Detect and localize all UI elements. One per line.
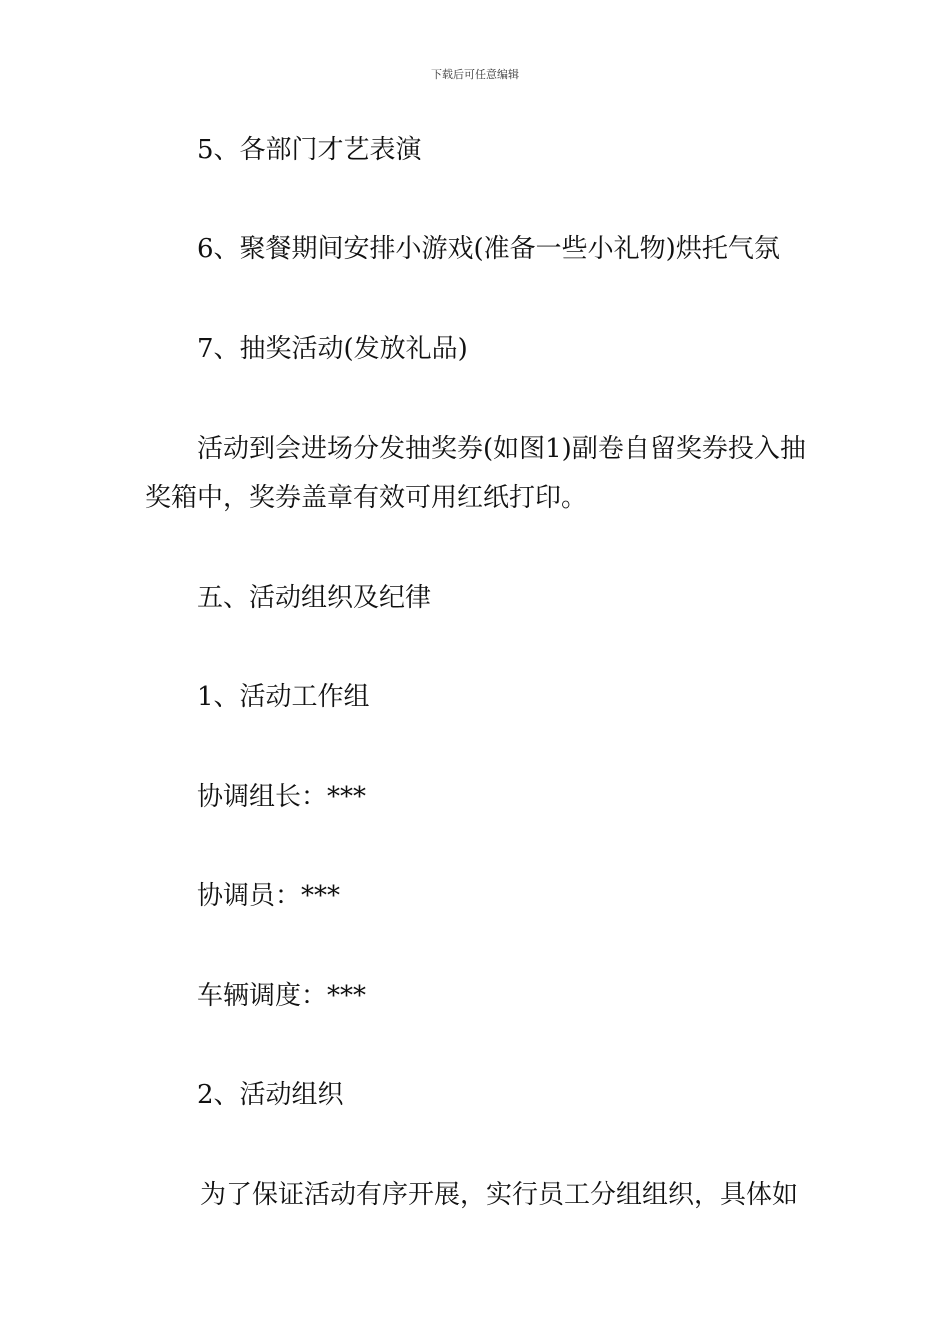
lottery-paragraph-line-1: 活动到会进场分发抽奖券(如图1)副卷自留奖券投入抽 bbox=[197, 434, 806, 464]
section-heading-5: 五、活动组织及纪律 bbox=[197, 583, 432, 613]
lottery-paragraph-line-2: 奖箱中，奖券盖章有效可用红纸打印。 bbox=[145, 483, 588, 513]
coordinator-leader-line: 协调组长：*** bbox=[197, 782, 367, 812]
list-item-5: 5、各部门才艺表演 bbox=[197, 135, 422, 165]
list-item-6: 6、聚餐期间安排小游戏(准备一些小礼物)烘托气氛 bbox=[197, 234, 780, 264]
subsection-heading-1: 1、活动工作组 bbox=[197, 682, 370, 712]
list-item-7: 7、抽奖活动(发放礼品) bbox=[197, 334, 468, 364]
vehicle-dispatch-line: 车辆调度：*** bbox=[197, 981, 367, 1011]
subsection-heading-2: 2、活动组织 bbox=[197, 1080, 344, 1110]
page-header-note: 下载后可任意编辑 bbox=[431, 68, 519, 81]
coordinator-line: 协调员：*** bbox=[197, 881, 341, 911]
organization-paragraph-line-1: 为了保证活动有序开展，实行员工分组组织，具体如 bbox=[200, 1180, 799, 1210]
